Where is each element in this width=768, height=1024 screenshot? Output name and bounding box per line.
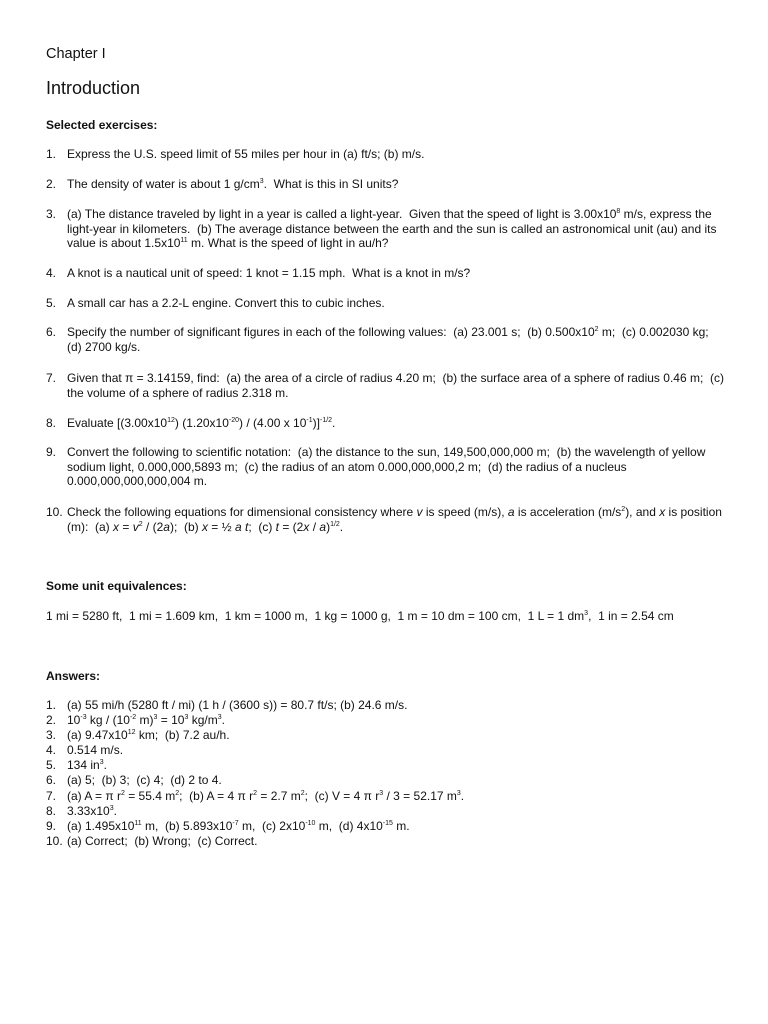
exercise-number: 2. bbox=[46, 177, 57, 191]
answers-heading: Answers: bbox=[46, 669, 101, 683]
exercise-text: Specify the number of significant figures in each of the following values: (a) 23.001 s; (b) $0.500x10^2$ m; (c) 0.002030 kg; (d) 2700 kg/s. bbox=[67, 325, 712, 354]
answer-item bbox=[46, 758, 736, 773]
answer-text: 0.514 m/s. bbox=[67, 743, 124, 758]
exercise-number: 10. bbox=[46, 505, 63, 519]
answer-item bbox=[46, 834, 736, 849]
answer-text: $3.33x10^3$. bbox=[67, 803, 117, 818]
answer-text: 134 $in^3$. bbox=[67, 758, 107, 773]
answer-number: 10. bbox=[46, 833, 63, 848]
exercise-number: 9. bbox=[46, 445, 57, 459]
answer-text: (a) 55 mi/h (5280 ft / mi) (1 h / (3600 s)) = 80.7 ft/s; (b) 24.6 m/s. bbox=[67, 698, 408, 712]
exercise-item bbox=[46, 325, 726, 354]
answer-text: (a) $1.495x10^{11}$ m, (b) $5.893x10^{-7}$ m, (c) $2x10^{-10}$ m, (d) $4x10^{-15}$ m. bbox=[67, 818, 410, 833]
answer-item bbox=[46, 804, 736, 819]
answer-number: 1. bbox=[46, 698, 57, 712]
exercise-number: 3. bbox=[46, 207, 57, 221]
answer-text: (a) 5; (b) 3; (c) 4; (d) 2 to 4. bbox=[67, 773, 222, 788]
answer-text: (a) Correct; (b) Wrong; (c) Correct. bbox=[67, 833, 258, 848]
answer-number: 6. bbox=[46, 773, 57, 788]
answer-item bbox=[46, 789, 736, 804]
chapter-label: Chapter I bbox=[46, 46, 106, 62]
answer-number: 8. bbox=[46, 803, 57, 818]
exercise-item bbox=[46, 371, 726, 400]
answer-text: $10^{-3}$ kg / ($10^{-2}$ $m)^3 = 10^3$ $kg/m^3$. bbox=[67, 713, 225, 728]
exercise-item bbox=[46, 266, 726, 281]
exercise-number: 5. bbox=[46, 296, 57, 310]
unit-equivalences: 1 mi = 5280 ft, 1 mi = 1.609 km, 1 km = 1000 m, 1 kg = 1000 g, 1 m = 10 dm = 100 cm, 1 L = 1 $dm^3$, 1 in = 2.54 cm bbox=[46, 609, 674, 623]
answer-text: (a) $9.47x10^{12}$ km; (b) 7.2 au/h. bbox=[67, 728, 230, 743]
exercise-number: 4. bbox=[46, 266, 57, 280]
answer-item bbox=[46, 698, 736, 713]
exercise-number: 7. bbox=[46, 371, 57, 385]
answer-number: 3. bbox=[46, 728, 57, 743]
answer-item bbox=[46, 773, 736, 788]
exercise-item bbox=[46, 207, 726, 251]
answer-number: 4. bbox=[46, 743, 57, 758]
exercises-heading: Selected exercises: bbox=[46, 118, 158, 132]
answer-number: 7. bbox=[46, 788, 57, 803]
exercise-text: The density of water is about 1 $g/cm^3$. What is this in SI units? bbox=[67, 177, 399, 191]
exercise-item bbox=[46, 445, 726, 489]
exercise-text: A small car has a 2.2-L engine. Convert this to cubic inches. bbox=[67, 296, 385, 310]
answer-number: 2. bbox=[46, 713, 57, 728]
answer-text: (a) A = π $r^2 = 55.4$ $m^2$; (b) A = 4 π $r^2 = 2.7$ $m^2$; (c) V = 4 π $r^3 / 3 = 52.17$ $m^3$. bbox=[67, 788, 465, 803]
exercise-text: Convert the following to scientific notation: (a) the distance to the sun, 149,500,000,000 m; (b) the wavelength of yellow sodium light, 0.000,000,5893 m; (c) the radius of an atom 0.000,000,000,2 m; (d) the radius of a nucleus 0.000,000,000,000,004 m. bbox=[67, 445, 706, 488]
answer-item bbox=[46, 743, 736, 758]
answers-list bbox=[46, 698, 736, 849]
exercise-number: 6. bbox=[46, 325, 57, 339]
exercise-number: 8. bbox=[46, 416, 57, 430]
exercise-text: Evaluate [$(3.00x10^{12})$ $(1.20x10^{-20}) / (4.00$ x $10^{-1})]^{-1/2}$. bbox=[67, 416, 336, 430]
exercise-item bbox=[46, 416, 726, 431]
exercise-item bbox=[46, 177, 726, 192]
exercise-text: Express the U.S. speed limit of 55 miles per hour in (a) ft/s; (b) m/s. bbox=[67, 147, 425, 161]
exercise-number: 1. bbox=[46, 147, 57, 161]
answer-item bbox=[46, 819, 736, 834]
exercise-item bbox=[46, 505, 726, 534]
exercise-text: Check the following equations for dimensional consistency where v is speed (m/s), a is acceleration $(m/s^2)$, and x is position (m): (a) $x = v^2 / (2a)$; (b) x = ½ a t; (c) t = (2x / a)$^{1/2}$. bbox=[67, 505, 722, 534]
exercise-item bbox=[46, 296, 726, 311]
exercise-item bbox=[46, 147, 726, 162]
answer-item bbox=[46, 728, 736, 743]
exercise-text: Given that π = 3.14159, find: (a) the area of a circle of radius 4.20 m; (b) the surface area of a sphere of radius 0.46 m; (c) the volume of a sphere of radius 2.318 m. bbox=[67, 371, 724, 400]
answer-number: 9. bbox=[46, 818, 57, 833]
exercise-text: (a) The distance traveled by light in a year is called a light-year. Given that the speed of light is $3.00x10^8$ m/s, express the light-year in kilometers. (b) The average distance between the earth and the sun is called an astronomical unit (au) and its value is about $1.5x10^{11}$ m. What is the speed of light in au/h? bbox=[67, 207, 717, 250]
answer-item bbox=[46, 713, 736, 728]
units-heading: Some unit equivalences: bbox=[46, 579, 187, 593]
answer-number: 5. bbox=[46, 758, 57, 773]
exercise-text: A knot is a nautical unit of speed: 1 knot = 1.15 mph. What is a knot in m/s? bbox=[67, 266, 471, 280]
page-title: Introduction bbox=[46, 78, 141, 98]
